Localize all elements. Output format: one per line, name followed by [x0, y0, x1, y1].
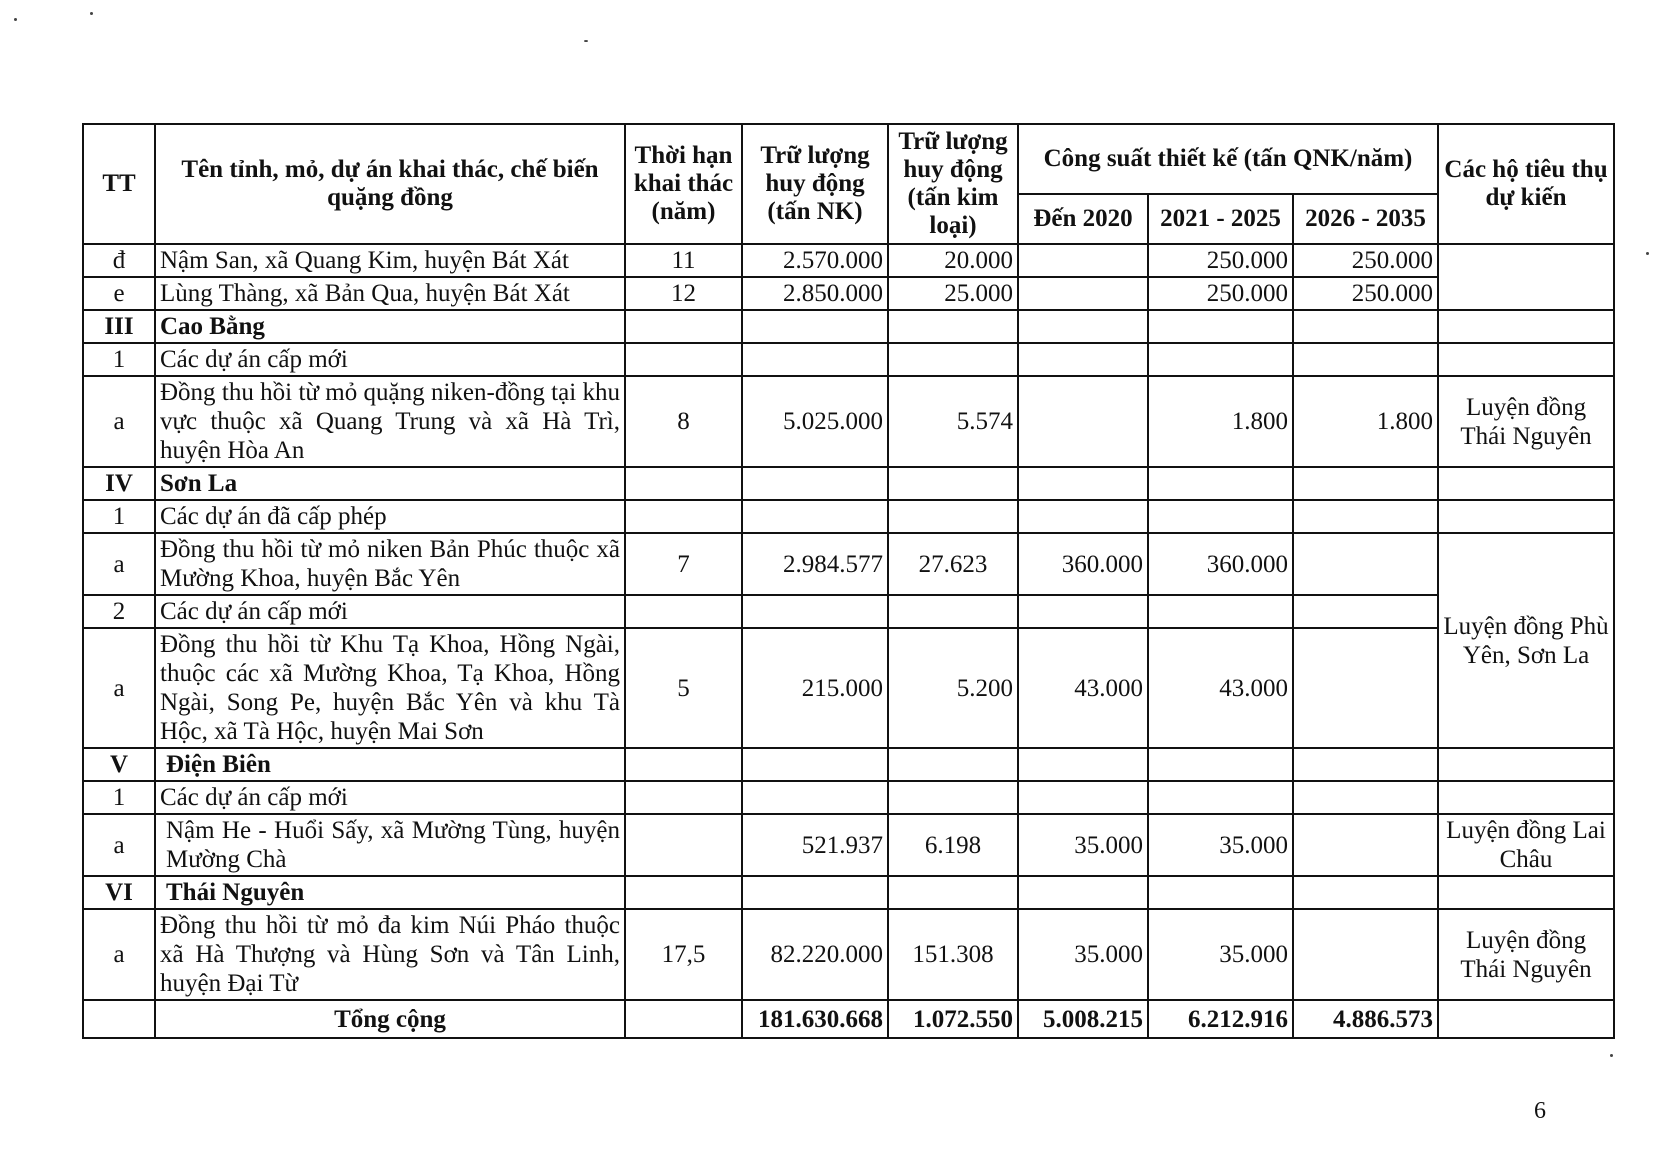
row-cap-2020: 35.000: [1018, 909, 1148, 1000]
row-consumer: [1438, 244, 1614, 310]
row-cap-2035: 1.800: [1293, 376, 1438, 467]
total-cap-2025: 6.212.916: [1148, 1000, 1293, 1038]
table-row: [83, 500, 1614, 533]
row-name: Đồng thu hồi từ mỏ quặng niken-đồng tại khu vực thuộc xã Quang Trung và xã Hà Trì, huyện Hòa An: [155, 376, 625, 467]
row-reserve-metal: 5.574: [888, 376, 1018, 467]
row-tt: đ: [83, 244, 155, 277]
copper-projects-table: [82, 123, 1615, 1039]
table-row: [83, 628, 1614, 748]
row-name: Cao Bằng: [155, 310, 625, 343]
row-reserve-nk: 82.220.000: [742, 909, 888, 1000]
page-number: 6: [1534, 1098, 1546, 1124]
scan-speck: [90, 12, 93, 15]
table-row: [83, 343, 1614, 376]
row-reserve-nk: 2.850.000: [742, 277, 888, 310]
row-cap-2020: [1018, 244, 1148, 277]
row-tt: 2: [83, 595, 155, 628]
header-name: Tên tỉnh, mỏ, dự án khai thác, chế biến quặng đồng: [155, 124, 625, 244]
row-reserve-metal: 25.000: [888, 277, 1018, 310]
row-name: Đồng thu hồi từ mỏ niken Bản Phúc thuộc xã Mường Khoa, huyện Bắc Yên: [155, 533, 625, 595]
table-row: [83, 376, 1614, 467]
row-cap-2020: [1018, 277, 1148, 310]
total-cap-2020: 5.008.215: [1018, 1000, 1148, 1038]
row-cap-2035: [1293, 909, 1438, 1000]
header-cap-2020: Đến 2020: [1018, 194, 1148, 244]
total-row: [83, 1000, 1614, 1038]
row-reserve-metal: 151.308: [888, 909, 1018, 1000]
row-cap-2020: [1018, 376, 1148, 467]
table-row: [83, 781, 1614, 814]
total-cap-2035: 4.886.573: [1293, 1000, 1438, 1038]
scan-speck: [584, 40, 588, 42]
table-row: [83, 814, 1614, 876]
header-duration: Thời hạn khai thác (năm): [625, 124, 742, 244]
row-name: Lùng Thàng, xã Bản Qua, huyện Bát Xát: [155, 277, 625, 310]
row-duration: 17,5: [625, 909, 742, 1000]
table-row: [83, 533, 1614, 595]
row-tt: a: [83, 533, 155, 595]
row-cap-2025: 35.000: [1148, 909, 1293, 1000]
row-cap-2020: 360.000: [1018, 533, 1148, 595]
row-cap-2035: 250.000: [1293, 244, 1438, 277]
header-reserve-nk: Trữ lượng huy động (tấn NK): [742, 124, 888, 244]
row-reserve-metal: 20.000: [888, 244, 1018, 277]
total-label: Tổng cộng: [155, 1000, 625, 1038]
table-row: [83, 595, 1614, 628]
row-name: Các dự án cấp mới: [155, 781, 625, 814]
row-cap-2025: 250.000: [1148, 277, 1293, 310]
row-name: Nậm San, xã Quang Kim, huyện Bát Xát: [155, 244, 625, 277]
header-reserve-metal: Trữ lượng huy động (tấn kim loại): [888, 124, 1018, 244]
row-tt: 1: [83, 781, 155, 814]
row-name: Sơn La: [155, 467, 625, 500]
table-row: [83, 467, 1614, 500]
row-tt: a: [83, 376, 155, 467]
total-reserve-nk: 181.630.668: [742, 1000, 888, 1038]
row-reserve-nk: 215.000: [742, 628, 888, 748]
row-cap-2020: 43.000: [1018, 628, 1148, 748]
header-cap-2035: 2026 - 2035: [1293, 194, 1438, 244]
table-row: [83, 748, 1614, 781]
row-tt: IV: [83, 467, 155, 500]
row-consumer: Luyện đồng Thái Nguyên: [1438, 909, 1614, 1000]
row-tt: 1: [83, 500, 155, 533]
row-reserve-nk: 521.937: [742, 814, 888, 876]
row-consumer: Luyện đồng Lai Châu: [1438, 814, 1614, 876]
row-duration: 5: [625, 628, 742, 748]
row-reserve-metal: 5.200: [888, 628, 1018, 748]
scan-speck: [1610, 1054, 1613, 1057]
row-name: Nậm He - Huổi Sấy, xã Mường Tùng, huyện Mường Chà: [155, 814, 625, 876]
row-tt: V: [83, 748, 155, 781]
row-cap-2035: [1293, 628, 1438, 748]
row-tt: VI: [83, 876, 155, 909]
row-consumer: Luyện đồng Thái Nguyên: [1438, 376, 1614, 467]
row-duration: 12: [625, 277, 742, 310]
row-tt: a: [83, 909, 155, 1000]
row-cap-2025: 1.800: [1148, 376, 1293, 467]
row-name: Các dự án cấp mới: [155, 595, 625, 628]
row-duration: 8: [625, 376, 742, 467]
total-reserve-metal: 1.072.550: [888, 1000, 1018, 1038]
row-duration: [625, 814, 742, 876]
row-duration: 7: [625, 533, 742, 595]
header-cap-2025: 2021 - 2025: [1148, 194, 1293, 244]
table-row: [83, 310, 1614, 343]
row-cap-2035: [1293, 533, 1438, 595]
row-cap-2035: [1293, 814, 1438, 876]
row-tt: a: [83, 814, 155, 876]
row-cap-2035: 250.000: [1293, 277, 1438, 310]
row-consumer: Luyện đồng Phù Yên, Sơn La: [1438, 533, 1614, 748]
row-name: Thái Nguyên: [155, 876, 625, 909]
row-name: Đồng thu hồi từ Khu Tạ Khoa, Hồng Ngài, thuộc các xã Mường Khoa, Tạ Khoa, Hồng Ngài, Song Pe, huyện Bắc Yên và khu Tà Hộc, xã Tà Hộc, huyện Mai Sơn: [155, 628, 625, 748]
row-cap-2025: 43.000: [1148, 628, 1293, 748]
row-name: Các dự án cấp mới: [155, 343, 625, 376]
row-cap-2025: 35.000: [1148, 814, 1293, 876]
table-row: [83, 244, 1614, 277]
row-reserve-nk: 2.570.000: [742, 244, 888, 277]
row-name: Các dự án đã cấp phép: [155, 500, 625, 533]
table-row: [83, 277, 1614, 310]
row-tt: III: [83, 310, 155, 343]
scan-speck: [14, 18, 17, 21]
row-cap-2020: 35.000: [1018, 814, 1148, 876]
row-cap-2025: 250.000: [1148, 244, 1293, 277]
row-tt: e: [83, 277, 155, 310]
row-name: Đồng thu hồi từ mỏ đa kim Núi Pháo thuộc xã Hà Thượng và Hùng Sơn và Tân Linh, huyện Đại Từ: [155, 909, 625, 1000]
row-reserve-metal: 27.623: [888, 533, 1018, 595]
row-cap-2025: 360.000: [1148, 533, 1293, 595]
row-duration: 11: [625, 244, 742, 277]
row-reserve-metal: 6.198: [888, 814, 1018, 876]
row-name: Điện Biên: [155, 748, 625, 781]
header-capacity: Công suất thiết kế (tấn QNK/năm): [1018, 124, 1438, 194]
row-reserve-nk: 5.025.000: [742, 376, 888, 467]
row-tt: 1: [83, 343, 155, 376]
table-row: [83, 909, 1614, 1000]
scan-speck: [1646, 252, 1649, 255]
header-consumers: Các hộ tiêu thụ dự kiến: [1438, 124, 1614, 244]
table-row: [83, 876, 1614, 909]
row-tt: a: [83, 628, 155, 748]
header-tt: TT: [83, 124, 155, 244]
row-reserve-nk: 2.984.577: [742, 533, 888, 595]
